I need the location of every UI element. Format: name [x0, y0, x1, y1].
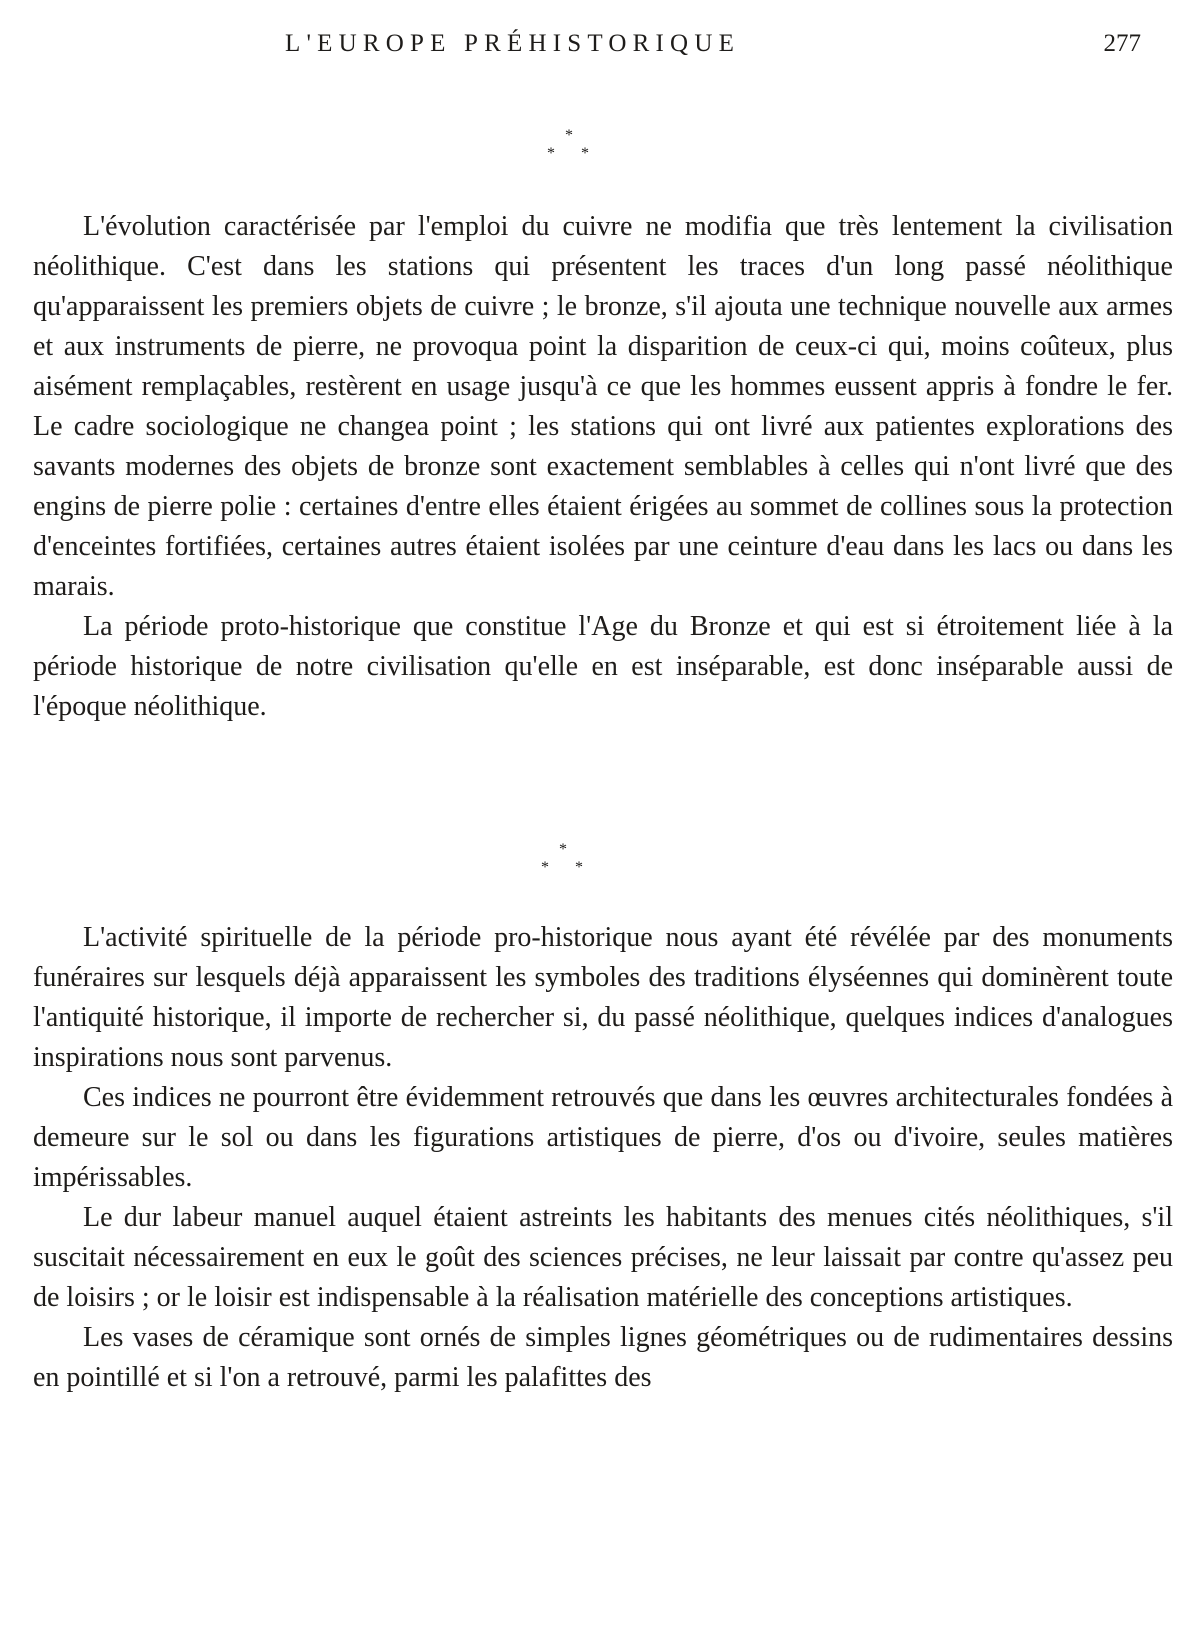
paragraph: Les vases de céramique sont ornés de simples lignes géométriques ou de rudimentaires dessins en pointillé et si l'on a retrouvé, parmi les palafittes des [33, 1322, 1173, 1393]
asterism-star: * [575, 859, 583, 876]
running-title: L'EUROPE PRÉHISTORIQUE [285, 30, 741, 57]
paragraph: L'activité spirituelle de la période pro-historique nous ayant été révélée par des monuments funéraires sur lesquels déjà apparaissent les symboles des traditions élyséennes qui dominèrent toute l'antiquité historique, il importe de rechercher si, du passé néolithique, quelques indices d'analogues inspirations nous sont parvenus. [33, 922, 1173, 1073]
paragraph: L'évolution caractérisée par l'emploi du cuivre ne modifia que très lentement la civilisation néolithique. C'est dans les stations qui présentent les traces d'un long passé néolithique qu'apparaissent les premiers objets de cuivre ; le bronze, s'il ajouta une technique nouvelle aux armes et aux instruments de pierre, ne provoqua point la disparition de ceux-ci qui, moins coûteux, plus aisément remplaçables, restèrent en usage jusqu'à ce que les hommes eussent appris à fondre le fer. Le cadre sociologique ne changea point ; les stations qui ont livré aux patientes explorations des savants modernes des objets de bronze sont exactement semblables à celles qui n'ont livré que des engins de pierre polie : certaines d'entre elles étaient érigées au sommet de collines sous la protection d'enceintes fortifiées, certaines autres étaient isolées par une ceinture d'eau dans les lacs ou dans les marais. [33, 211, 1173, 602]
page-header [0, 30, 1201, 66]
text-section-2 [33, 918, 1173, 1398]
page-number: 277 [1103, 30, 1141, 57]
asterism-star: * [559, 841, 567, 858]
section-break-asterism [537, 842, 597, 882]
asterism-star: * [547, 145, 555, 162]
asterism-star: * [581, 145, 589, 162]
asterism-star: * [565, 127, 573, 144]
section-break-asterism [543, 128, 603, 168]
paragraph: La période proto-historique que constitue l'Age du Bronze et qui est si étroitement liée à la période historique de notre civilisation qu'elle en est inséparable, est donc inséparable aussi de l'époque néolithique. [33, 611, 1173, 722]
asterism-star: * [541, 859, 549, 876]
paragraph: Ces indices ne pourront être évidemment retrouvés que dans les œuvres architecturales fondées à demeure sur le sol ou dans les figurations artistiques de pierre, d'os ou d'ivoire, seules matières impérissables. [33, 1082, 1173, 1193]
paragraph: Le dur labeur manuel auquel étaient astreints les habitants des menues cités néolithiques, s'il suscitait nécessairement en eux le goût des sciences précises, ne leur laissait par contre qu'assez peu de loisirs ; or le loisir est indispensable à la réalisation matérielle des conceptions artistiques. [33, 1202, 1173, 1313]
text-section-1 [33, 207, 1173, 727]
